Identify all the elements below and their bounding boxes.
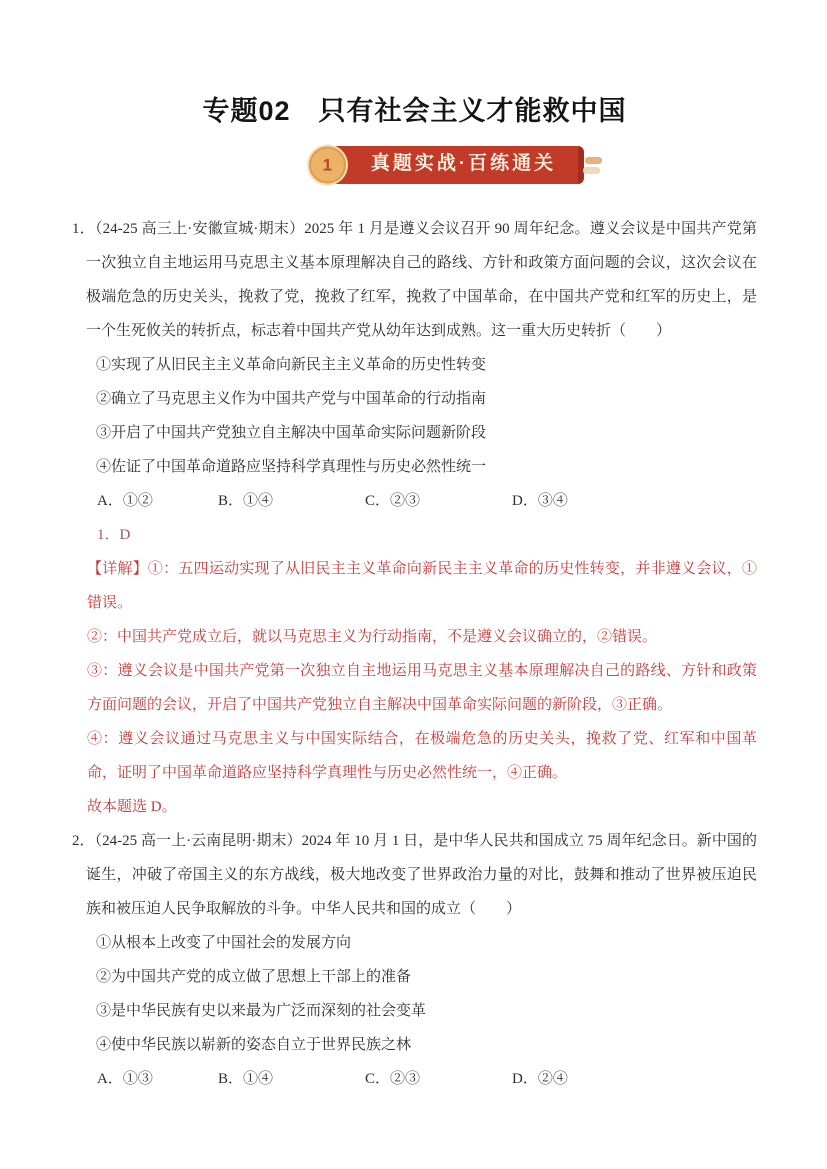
banner-number: 1 — [322, 155, 333, 174]
statement-item: ③开启了中国共产党独立自主解决中国革命实际问题新阶段 — [96, 425, 487, 441]
question-1 — [72, 212, 757, 824]
question-number: 1． — [72, 221, 95, 237]
statement-item: ②为中国共产党的成立做了思想上干部上的准备 — [96, 969, 412, 985]
choice-option-b: B．①④ — [218, 1071, 274, 1087]
page-title: 专题02 只有社会主义才能救中国 — [202, 96, 627, 126]
question-stem — [72, 824, 757, 926]
explanation-paragraph: ④：遵义会议通过马克思主义与中国实际结合，在极端危急的历史关头，挽救了党、红军和中国革命，证明了中国革命道路应坚持科学真理性与历史必然性统一，④正确。 — [87, 731, 757, 781]
choice-option-b: B．①④ — [218, 493, 274, 509]
section-banner — [322, 146, 584, 184]
statement-item: ③是中华民族有史以来最为广泛而深刻的社会变革 — [96, 1003, 427, 1019]
question-2 — [72, 824, 757, 1096]
statement-item: ④使中华民族以崭新的姿态自立于世界民族之林 — [96, 1037, 412, 1053]
question-number: 2． — [72, 833, 95, 849]
choice-option-d: D．②④ — [512, 1071, 568, 1087]
choices-row — [72, 1062, 757, 1096]
banner-number-badge-icon — [309, 147, 346, 184]
explanation-paragraph: ②：中国共产党成立后，就以马克思主义为行动指南，不是遵义会议确立的，②错误。 — [87, 629, 658, 645]
statement-item: ①从根本上改变了中国社会的发展方向 — [96, 935, 352, 951]
statement-item: ②确立了马克思主义作为中国共产党与中国革命的行动指南 — [96, 391, 487, 407]
explanation-conclusion: 故本题选 D。 — [87, 799, 177, 815]
explanation-paragraph: 【详解】①：五四运动实现了从旧民主主义革命向新民主主义革命的历史性转变，并非遵义会议，①错误。 — [87, 561, 757, 611]
question-stem — [72, 212, 757, 348]
choice-option-c: C．②③ — [365, 493, 421, 509]
explanation-block — [72, 552, 757, 824]
banner-title: 真题实战·百练通关 — [329, 146, 584, 184]
banner-dash-icon — [585, 157, 602, 164]
choice-option-d: D．③④ — [512, 493, 568, 509]
question-stem-text: （24-25 高一上·云南昆明·期末）2024 年 10 月 1 日，是中华人民共和国成立 75 周年纪念日。新中国的诞生，冲破了帝国主义的东方战线，极大地改变了世界政治力量的对比，鼓舞和推动了世界被压迫民族和被压迫人民争取解放的斗争。中华人民共和国的成立（ ） — [86, 833, 757, 917]
statement-list — [72, 926, 757, 1062]
choice-option-c: C．②③ — [365, 1071, 421, 1087]
choice-option-a: A．①③ — [97, 1071, 153, 1087]
choices-row — [72, 484, 757, 518]
explanation-paragraph: ③：遵义会议是中国共产党第一次独立自主地运用马克思主义基本原理解决自己的路线、方针和政策方面问题的会议，开启了中国共产党独立自主解决中国革命实际问题的新阶段，③正确。 — [87, 663, 757, 713]
statement-item: ①实现了从旧民主主义革命向新民主主义革命的历史性转变 — [96, 357, 487, 373]
choice-option-a: A．①② — [97, 493, 153, 509]
section-banner-row — [114, 144, 799, 186]
question-stem-text: （24-25 高三上·安徽宣城·期末）2025 年 1 月是遵义会议召开 90 周年纪念。遵义会议是中国共产党第一次独立自主地运用马克思主义基本原理解决自己的路线、方针和政策方面问题的会议，这次会议在极端危急的历史关头，挽救了党，挽救了红军，挽救了中国革命，在中国共产党和红军的历史上，是一个生死攸关的转折点，标志着中国共产党从幼年达到成熟。这一重大历史转折（ ） — [86, 221, 757, 339]
statement-list — [72, 348, 757, 484]
answer-label: 1．D — [97, 527, 131, 543]
statement-item: ④佐证了中国革命道路应坚持科学真理性与历史必然性统一 — [96, 459, 487, 475]
banner-dash-icon — [583, 167, 600, 174]
